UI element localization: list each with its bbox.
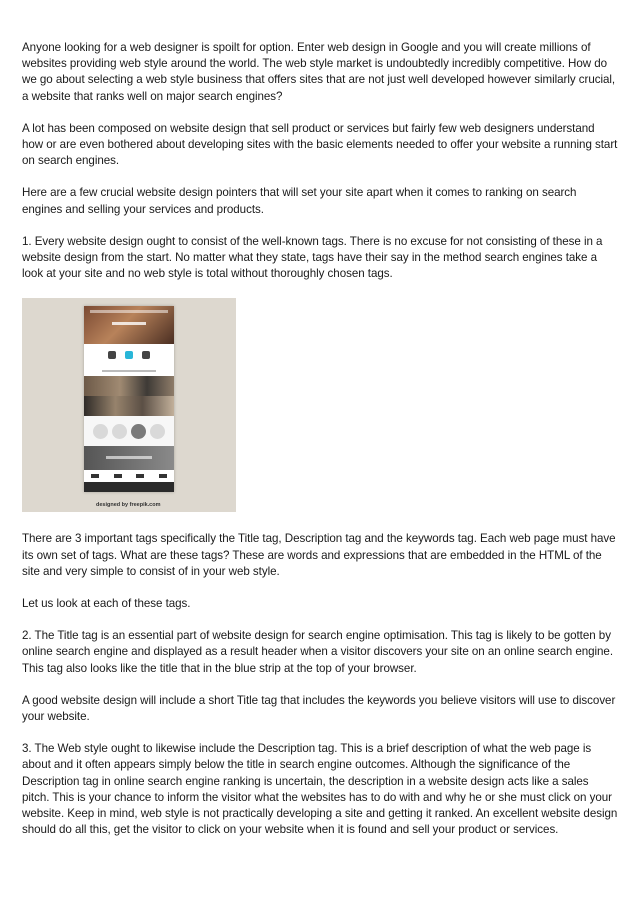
paragraph-tip-3: 3. The Web style ought to likewise include the Description tag. This is a brief description of what the web page is about and it often appears simply below the title in search engine outcomes. Although the significance of the Description tag in online search engine ranking is uncertain, the description in a website design acts like a sales pitch. This is your chance to inform the visitor what the websites has to do with and why he or she must click on your website. Keep in mind, web style is not practically developing a site and getting it ranked. An excellent website design should do all this, get the visitor to click on your website when it is found and sell your product or services. xyxy=(22,742,618,837)
paragraph-composed: A lot has been composed on website design that sell product or services but fairly few web designers understand how or are even bothered about developing sites with the basic elements needed to offer your website a running start on search engines. xyxy=(22,121,618,168)
mockup-hero xyxy=(84,306,174,344)
website-mockup-image xyxy=(22,298,236,512)
mockup-heading xyxy=(84,366,174,376)
paragraph-title-tag: A good website design will include a short Title tag that includes the keywords you believe visitors will use to discover your website. xyxy=(22,693,616,724)
paragraph-look-at-tags: Let us look at each of these tags. xyxy=(22,597,191,611)
mockup-banner xyxy=(84,446,174,470)
paragraph-tip-2: 2. The Title tag is an essential part of website design for search engine optimisation. This tag is likely to be gotten by online search engine and displayed as a result header when a visitor discovers your site on an online search engine. This tag also looks like the title that in the blue strip at the top of your browser. xyxy=(22,629,614,675)
mockup-stats xyxy=(84,470,174,482)
paragraph-intro: Anyone looking for a web designer is spoilt for option. Enter web design in Google and you will create millions of websites providing web style around the world. The web style market is undoubtedly incredibly competitive. How do we go about selecting a web style business that offers sites that are not just well developed however similarly crucial, a website that ranks well on major search engines? xyxy=(22,41,616,103)
image-credit: designed by freepik.com xyxy=(96,502,161,509)
mockup-page xyxy=(84,306,174,492)
mockup-photo-row xyxy=(84,376,174,396)
mockup-icons xyxy=(84,344,174,366)
paragraph-pointers: Here are a few crucial website design pointers that will set your site apart when it comes to ranking on search engines and selling your services and products. xyxy=(22,186,577,216)
mockup-team xyxy=(84,416,174,446)
mockup-photo-row xyxy=(84,396,174,416)
document-body xyxy=(22,40,618,854)
paragraph-three-tags: There are 3 important tags specifically the Title tag, Description tag and the keywords tag. Each web page must have its own set of tags. What are these tags? These are words and expressions that are embedded in the HTML of the site and very simple to consist of in your web style. xyxy=(22,532,616,578)
mockup-footer xyxy=(84,482,174,492)
paragraph-tip-1: 1. Every website design ought to consist of the well-known tags. There is no excuse for not consisting of these in a website design from the start. No matter what they state, tags have their say in the method search engines take a look at your site and no web style is total without thoroughly chosen tags. xyxy=(22,234,603,281)
